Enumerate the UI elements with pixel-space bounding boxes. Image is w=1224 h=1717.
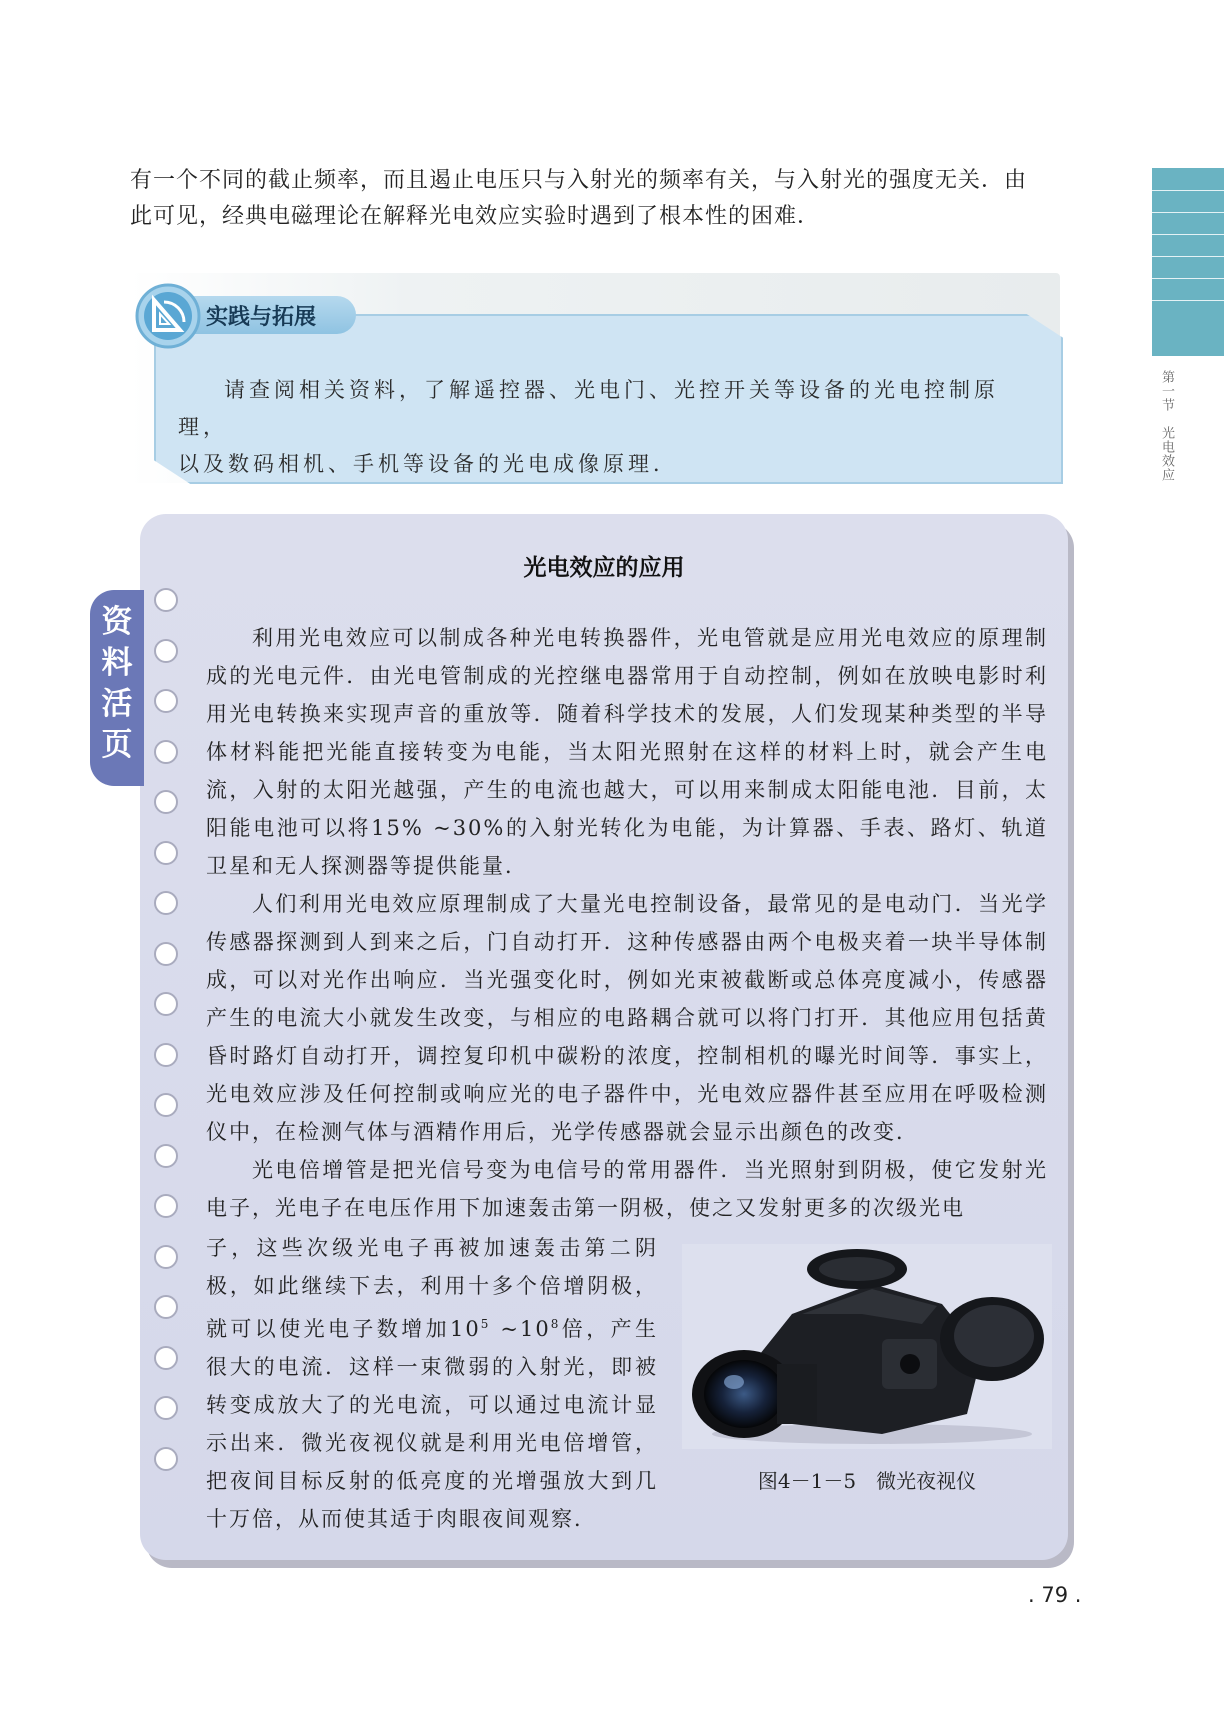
practice-title: 实践与拓展 bbox=[206, 305, 317, 330]
reading-title: 光电效应的应用 bbox=[523, 555, 685, 581]
reading-paragraph-3-start: 光电倍增管是把光信号变为电信号的常用器件．当光照射到阴极，使它发射光电子，光电子在电压作用下加速轰击第一阴极，使之又发射更多的次级光电 bbox=[206, 1158, 1048, 1220]
ruler-triangle-icon bbox=[134, 282, 202, 350]
binder-ring bbox=[154, 1245, 178, 1269]
reading-body bbox=[206, 619, 1048, 1227]
binder-ring bbox=[154, 1144, 178, 1168]
page-number: . 79 . bbox=[1028, 1583, 1082, 1607]
binder-ring bbox=[154, 1194, 178, 1218]
superscript: 5 bbox=[480, 1317, 491, 1331]
chapter-side-tab bbox=[1152, 168, 1224, 356]
section-topic: 光电效应 bbox=[1159, 426, 1174, 482]
intro-paragraph bbox=[130, 163, 1070, 235]
intro-line-2: 此可见，经典电磁理论在解释光电效应实验时遇到了根本性的困难． bbox=[130, 204, 821, 229]
practice-line-2: 以及数码相机、手机等设备的光电成像原理． bbox=[178, 452, 678, 476]
section-number: 第一节 bbox=[1159, 370, 1174, 412]
binder-ring bbox=[154, 1396, 178, 1420]
binder-ring bbox=[154, 588, 178, 612]
binder-ring bbox=[154, 740, 178, 764]
intro-line-1: 有一个不同的截止频率，而且遏止电压只与入射光的频率有关，与入射光的强度无关．由 bbox=[130, 168, 1028, 193]
binder-ring bbox=[154, 639, 178, 663]
text-fragment: 倍，产生很大的电流．这样一束微弱的入射光，即被转变成放大了的光电流，可以通过电流计显示出来．微光夜视仪就是利用光电倍增管，把夜间目标反射的低亮度的光增强放大到几十万倍，从而使其适于肉眼夜间观察． bbox=[206, 1317, 659, 1531]
practice-header bbox=[134, 282, 356, 332]
reading-paragraph-2: 人们利用光电效应原理制成了大量光电控制设备，最常见的是电动门．当光学传感器探测到人到来之后，门自动打开．这种传感器由两个电极夹着一块半导体制成，可以对光作出响应．当光强变化时，例如光束被截断或总体亮度减小，传感器产生的电流大小就发生改变，与相应的电路耦合就可以将门打开．其他应用包括黄昏时路灯自动打开，调控复印机中碳粉的浓度，控制相机的曝光时间等．事实上，光电效应涉及任何控制或响应光的电子器件中，光电效应器件甚至应用在呼吸检测仪中，在检测气体与酒精作用后，光学传感器就会显示出颜色的改变． bbox=[206, 892, 1048, 1144]
binder-ring bbox=[154, 689, 178, 713]
text-fragment: ~10 bbox=[490, 1317, 551, 1341]
reading-section-tab-label: 资料活页 bbox=[101, 604, 133, 763]
binder-ring bbox=[154, 1447, 178, 1471]
binder-ring bbox=[154, 1346, 178, 1370]
figure-caption: 图4－1－5 微光夜视仪 bbox=[757, 1469, 977, 1493]
practice-line-1: 请查阅相关资料，了解遥控器、光电门、光控开关等设备的光电控制原理， bbox=[178, 378, 999, 439]
binder-ring bbox=[154, 841, 178, 865]
text-fragment: 子，这些次级光电子再被加速轰击第二阴极，如此继续下去，利用十多个倍增阴极，就可以使光电子数增加10 bbox=[206, 1236, 658, 1341]
binder-ring bbox=[154, 1043, 178, 1067]
binder-ring bbox=[154, 1295, 178, 1319]
binder-ring bbox=[154, 942, 178, 966]
reading-paragraph-3-wrap bbox=[206, 1229, 658, 1538]
binder-ring bbox=[154, 992, 178, 1016]
practice-text bbox=[178, 372, 1046, 483]
night-vision-goggles-image bbox=[682, 1244, 1052, 1449]
binder-ring bbox=[154, 790, 178, 814]
reading-paragraph-1: 利用光电效应可以制成各种光电转换器件，光电管就是应用光电效应的原理制成的光电元件．由光电管制成的光控继电器常用于自动控制，例如在放映电影时利用光电转换来实现声音的重放等．随着科学技术的发展，人们发现某种类型的半导体材料能把光能直接转变为电能，当太阳光照射在这样的材料上时，就会产生电流，入射的太阳光越强，产生的电流也越大，可以用来制成太阳能电池．目前，太阳能电池可以将15% ~30%的入射光转化为电能，为计算器、手表、路灯、轨道卫星和无人探测器等提供能量． bbox=[206, 626, 1048, 878]
section-side-label bbox=[1156, 370, 1176, 482]
binder-ring bbox=[154, 1093, 178, 1117]
binder-ring bbox=[154, 891, 178, 915]
superscript: 8 bbox=[550, 1317, 561, 1331]
